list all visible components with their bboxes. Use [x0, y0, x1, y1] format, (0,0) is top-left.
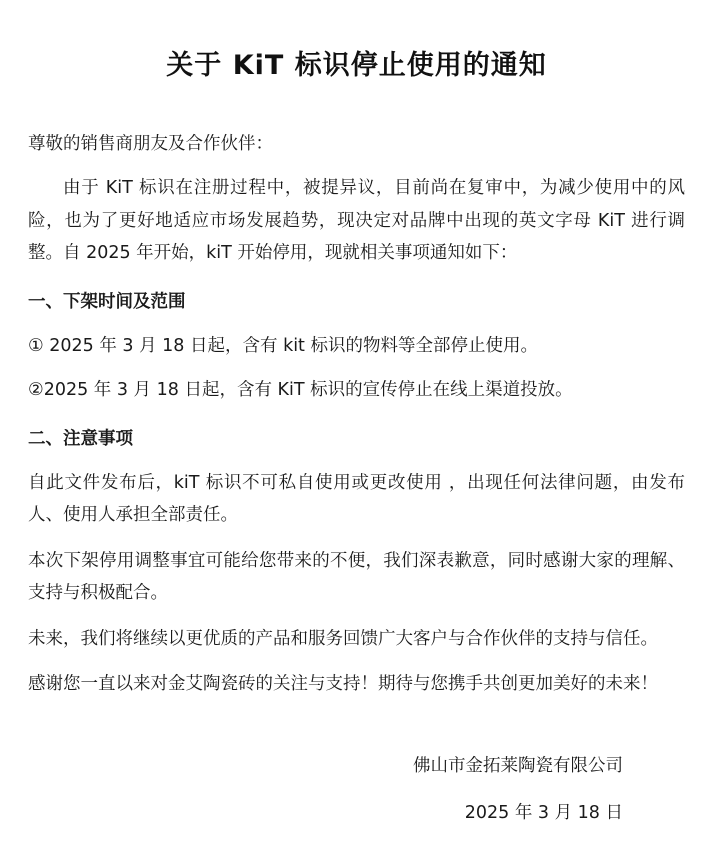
- salutation: 尊敬的销售商朋友及合作伙伴：: [28, 134, 273, 154]
- notice-paragraph: 本次下架停用调整事宜可能给您带来的不便，我们深表歉意，同时感谢大家的理解、支持与积极配合。: [28, 550, 685, 604]
- intro-paragraph: 由于 KiT 标识在注册过程中，被提异议，目前尚在复审中，为减少使用中的风险，也为了更好地适应市场发展趋势，现决定对品牌中出现的英文字母 KiT 进行调整。自 2025 年开始，kiT 开始停用，现就相关事项通知如下：: [28, 178, 685, 264]
- notice-paragraph: 未来，我们将继续以更优质的产品和服务回馈广大客户与合作伙伴的支持与信任。: [28, 628, 658, 649]
- page-title: 关于 KiT 标识停止使用的通知: [166, 50, 547, 81]
- list-item: ②2025 年 3 月 18 日起，含有 KiT 标识的宣传停止在线上渠道投放。: [28, 380, 573, 401]
- section-2-heading: 二、注意事项: [28, 428, 133, 449]
- notice-paragraph: 感谢您一直以来对金艾陶瓷砖的关注与支持！期待与您携手共创更加美好的未来！: [28, 673, 658, 694]
- section-1-heading: 一、下架时间及范围: [28, 291, 186, 312]
- notice-paragraph: 自此文件发布后，kiT 标识不可私自使用或更改使用 ，出现任何法律问题，由发布人、使用人承担全部责任。: [28, 473, 685, 526]
- signature-company: 佛山市金拓莱陶瓷有限公司: [413, 756, 623, 777]
- signature-block: [28, 752, 685, 824]
- signature-date: 2025 年 3 月 18 日: [464, 803, 623, 824]
- list-item: ① 2025 年 3 月 18 日起，含有 kit 标识的物料等全部停止使用。: [28, 335, 538, 356]
- document-body: [28, 128, 685, 824]
